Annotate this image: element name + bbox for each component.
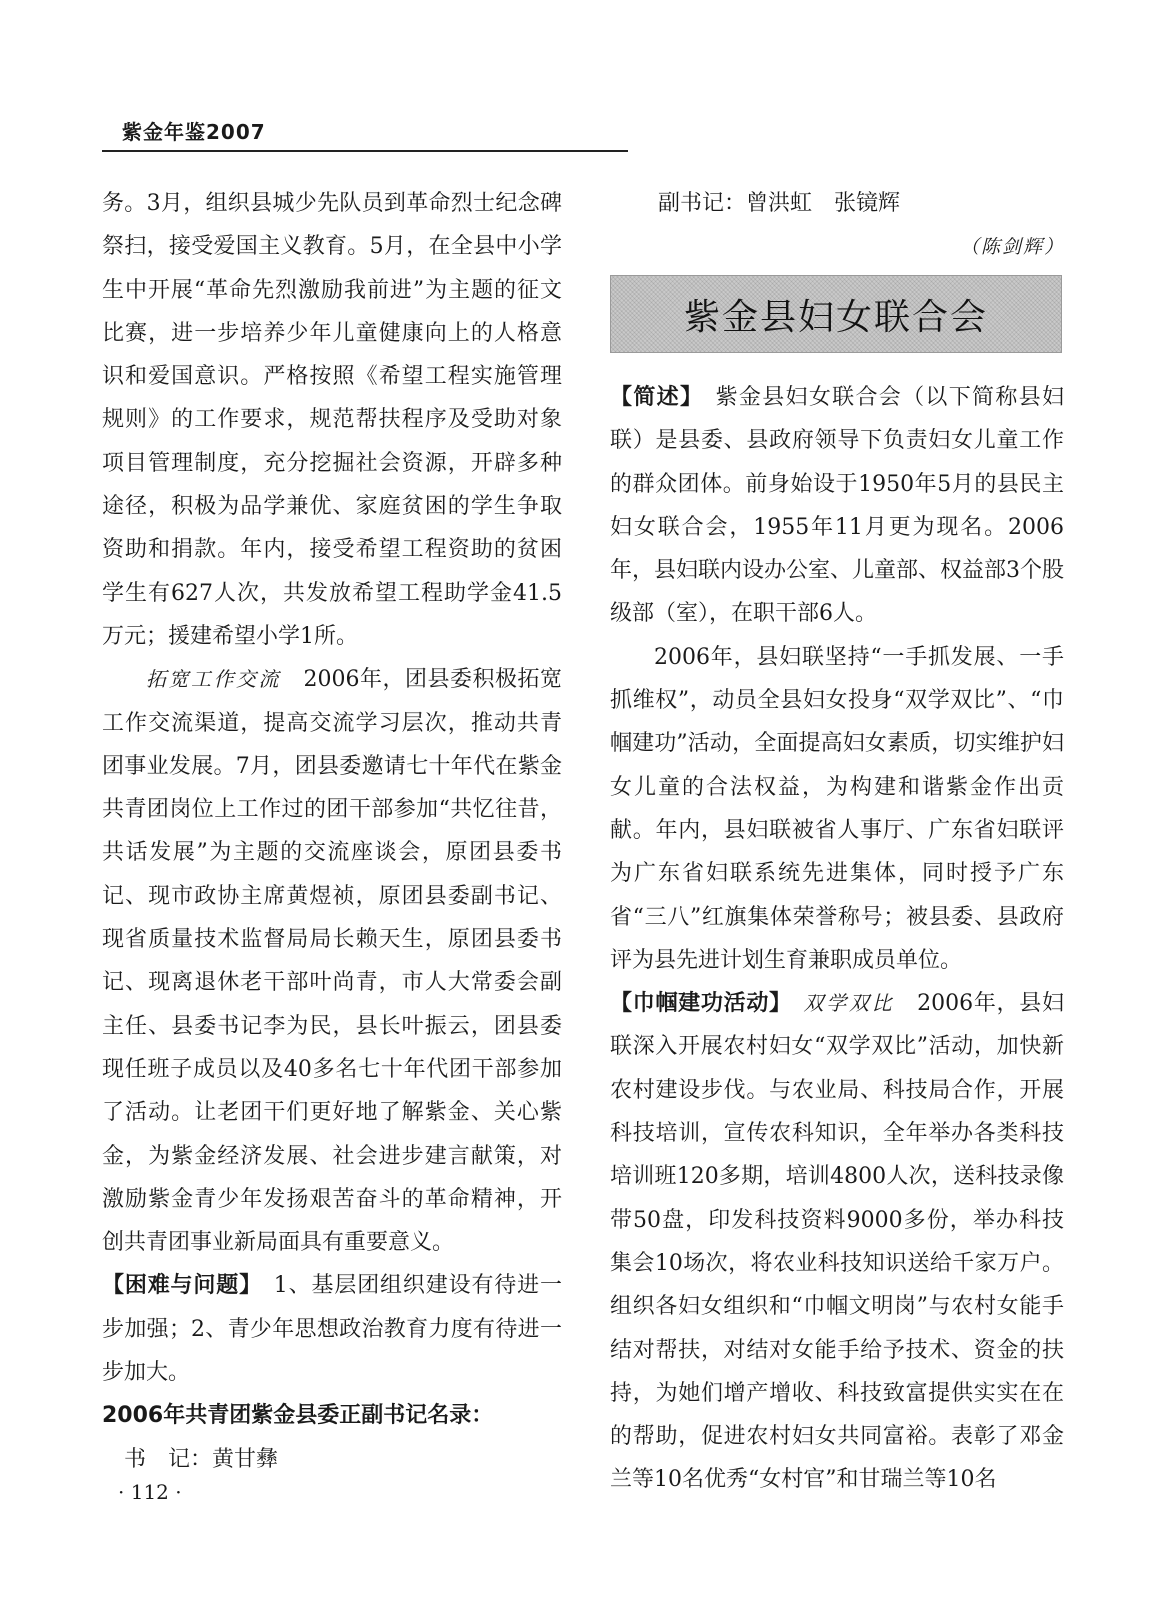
roster-title: 2006年共青团紫金县委正副书记名录：: [102, 1403, 494, 1429]
left-paragraph-1: 务。3月，组织县城少先队员到革命烈士纪念碑祭扫，接受爱国主义教育。5月，在全县中小学生中开展“革命先烈激励我前进”为主题的征文比赛，进一步培养少年儿童健康向上的人格意识和爱国意识。严格按照《希望工程实施管理规则》的工作要求，规范帮扶程序及受助对象项目管理制度，充分挖掘社会资源，开辟多种途径，积极为品学兼优、家庭贫困的学生争取资助和捐款。年内，接受希望工程资助的贫困学生有627人次，共发放希望工程助学金41.5万元；援建希望小学1所。: [102, 191, 562, 649]
section-title: 紫金县妇女联合会: [683, 296, 988, 338]
paragraph-text: 紫金县妇女联合会（以下简称县妇联）是县委、县政府领导下负责妇女儿童工作的群众团体。前身始设于1950年5月的县民主妇女联合会，1955年11月更为现名。2006年，县妇联内设办公室、儿童部、权益部3个股级部（室），在职干部6人。: [610, 385, 1064, 627]
left-paragraph-2: [102, 658, 562, 1264]
section-heading: 【巾帼建功活动】: [610, 991, 781, 1017]
header-rule: [102, 150, 628, 152]
left-column: [102, 182, 562, 1481]
section-title-box: [610, 275, 1062, 353]
subheading-lead: 双学双比: [780, 991, 895, 1016]
running-header: 紫金年鉴2007: [122, 120, 266, 144]
right-paragraph-1: [610, 376, 1064, 636]
section-heading: 【简述】: [610, 385, 693, 410]
paragraph-text: 2006年，团县委积极拓宽工作交流渠道，提高交流学习层次，推动共青团事业发展。7月，团县委邀请七十年代在紫金共青团岗位上工作过的团干部参加“共忆往昔，共话发展”为主题的交流座谈会，原团县委书记、现市政协主席黄煜祯，原团县委副书记、现省质量技术监督局局长赖天生，原团县委书记、现离退休老干部叶尚青，市人大常委会副主任、县委书记李为民，县长叶振云，团县委现任班子成员以及40多名七十年代团干部参加了活动。让老团干们更好地了解紫金、关心紫金，为紫金经济发展、社会进步建言献策，对激励紫金青少年发扬艰苦奋斗的革命精神，开创共青团事业新局面具有重要意义。: [102, 667, 562, 1256]
subheading-lead: 拓宽工作交流: [146, 667, 281, 692]
author-credit: （陈剑辉）: [960, 236, 1066, 258]
roster-secretary: 书 记：黄甘彝: [102, 1446, 279, 1472]
roster-vice-secretaries: 副书记：曾洪虹 张镜辉: [658, 191, 901, 216]
right-column: [610, 376, 1064, 1502]
right-paragraph-3: [610, 982, 1064, 1502]
section-heading: 【困难与问题】: [102, 1273, 251, 1299]
left-paragraph-3: [102, 1264, 562, 1394]
paragraph-text: 1、基层团组织建设有待进一步加强；2、青少年思想政治教育力度有待进一步加大。: [102, 1273, 562, 1386]
paragraph-text: 2006年，县妇联深入开展农村妇女“双学双比”活动，加快新农村建设步伐。与农业局、科技局合作，开展科技培训，宣传农科知识，全年举办各类科技培训班120多期，培训4800人次，送科技录像带50盘，印发科技资料9000多份，举办科技集会10场次，将农业科技知识送给千家万户。组织各妇女组织和“巾帼文明岗”与农村女能手结对帮扶，对结对女能手给予技术、资金的扶持，为她们增产增收、科技致富提供实实在在的帮助，促进农村妇女共同富裕。表彰了邓金兰等10名优秀“女村官”和甘瑞兰等10名: [610, 991, 1064, 1493]
page-number: · 112 ·: [118, 1480, 182, 1504]
right-paragraph-2: 2006年，县妇联坚持“一手抓发展、一手抓维权”，动员全县妇女投身“双学双比”、“巾帼建功”活动，全面提高妇女素质，切实维护妇女儿童的合法权益，为构建和谐紫金作出贡献。年内，县妇联被省人事厅、广东省妇联评为广东省妇联系统先进集体，同时授予广东省“三八”红旗集体荣誉称号；被县委、县政府评为县先进计划生育兼职成员单位。: [610, 644, 1064, 973]
